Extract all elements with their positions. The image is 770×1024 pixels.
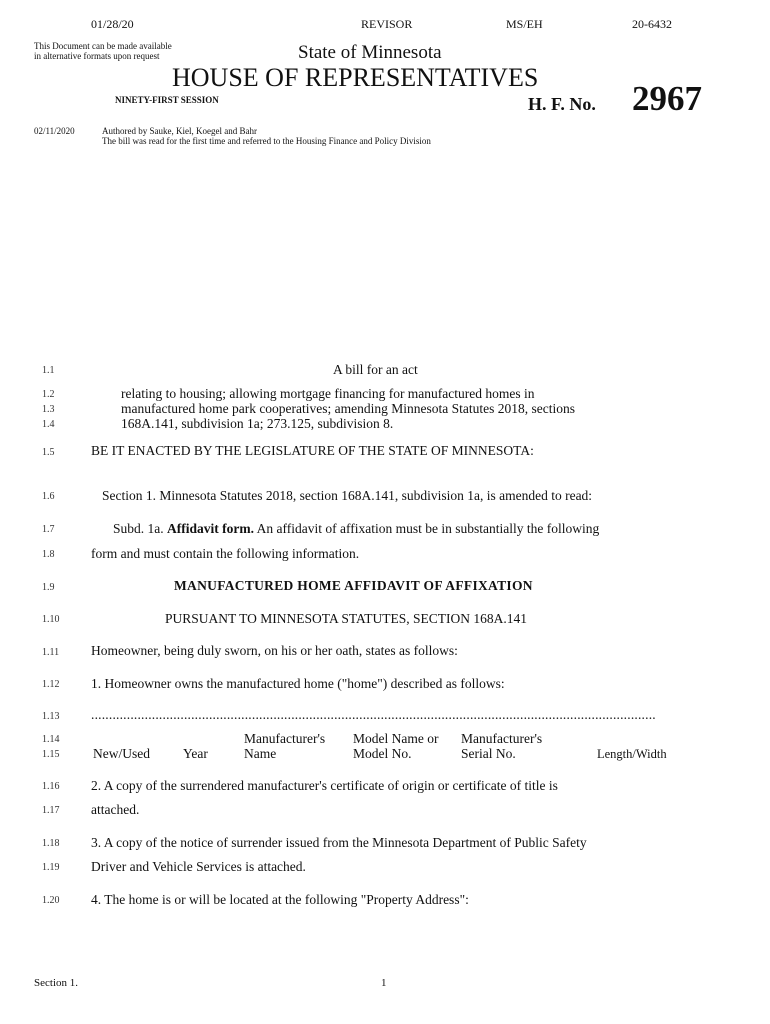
item-2-line-1: 2. A copy of the surrendered manufacturer's certificate of origin or certificate of title is: [91, 778, 558, 793]
header-initials: MS/EH: [506, 17, 543, 31]
subd-heading: Affidavit form.: [167, 521, 254, 536]
authors-line: Authored by Sauke, Kiel, Koegel and Bahr: [102, 126, 257, 136]
relating-line-1: relating to housing; allowing mortgage financing for manufactured homes in: [121, 386, 535, 401]
alt-format-line-1: This Document can be made available: [34, 41, 172, 51]
item-3-line-1: 3. A copy of the notice of surrender issued from the Minnesota Department of Public Safety: [91, 835, 587, 850]
relating-line-2: manufactured home park cooperatives; amending Minnesota Statutes 2018, sections: [121, 401, 576, 416]
line-number: 1.12: [42, 679, 60, 690]
line-number: 1.17: [42, 805, 60, 816]
item-2-line-2: attached.: [91, 802, 140, 817]
col-serial-top: Manufacturer's: [461, 731, 543, 746]
page-number: 1: [381, 977, 387, 989]
line-number: 1.19: [42, 862, 60, 873]
subd-continuation: form and must contain the following information.: [91, 546, 360, 561]
line-number: 1.18: [42, 838, 60, 849]
item-3-line-2: Driver and Vehicle Services is attached.: [91, 859, 306, 874]
session-label: NINETY-FIRST SESSION: [115, 95, 219, 105]
line-number: 1.10: [42, 614, 60, 625]
line-number: 1.8: [42, 549, 55, 560]
col-length-width: Length/Width: [597, 747, 667, 761]
line-number: 1.6: [42, 491, 55, 502]
chamber-title: HOUSE OF REPRESENTATIVES: [172, 63, 539, 92]
relating-line-3: 168A.141, subdivision 1a; 273.125, subdivision 8.: [121, 416, 394, 431]
header-revisor: REVISOR: [361, 17, 413, 31]
col-new-used: New/Used: [93, 746, 150, 761]
subd-text: An affidavit of affixation must be in substantially the following: [256, 521, 600, 536]
line-number: 1.2: [42, 389, 55, 400]
line-number: 1.11: [42, 647, 60, 658]
dotted-line: ..............................................................................................................................................................: [91, 707, 656, 722]
line-number: 1.14: [42, 734, 60, 745]
subdivision-line: [113, 521, 599, 537]
bill-title: A bill for an act: [333, 362, 418, 377]
col-mfr-name-top: Manufacturer's: [244, 731, 326, 746]
line-number: 1.5: [42, 447, 55, 458]
line-number: 1.20: [42, 895, 60, 906]
subd-prefix: Subd. 1a.: [113, 521, 164, 536]
line-number: 1.13: [42, 711, 60, 722]
line-number: 1.16: [42, 781, 60, 792]
footer-section: Section 1.: [34, 977, 78, 989]
line-number: 1.15: [42, 749, 60, 760]
line-number: 1.9: [42, 582, 55, 593]
col-model-top: Model Name or: [353, 731, 439, 746]
affidavit-title: MANUFACTURED HOME AFFIDAVIT OF AFFIXATION: [174, 578, 533, 593]
header-doc-number: 20-6432: [632, 17, 672, 31]
action-date: 02/11/2020: [34, 126, 75, 136]
line-number: 1.4: [42, 419, 55, 430]
line-number: 1.3: [42, 404, 55, 415]
line-number: 1.7: [42, 524, 55, 535]
oath-line: Homeowner, being duly sworn, on his or her oath, states as follows:: [91, 643, 458, 658]
col-mfr-name-bottom: Name: [244, 746, 277, 761]
hf-number: 2967: [632, 79, 702, 118]
pursuant-line: PURSUANT TO MINNESOTA STATUTES, SECTION 168A.141: [165, 611, 527, 626]
col-year: Year: [183, 746, 208, 761]
header-date: 01/28/20: [91, 17, 134, 31]
col-serial-bottom: Serial No.: [461, 746, 516, 761]
section-1-heading: Section 1. Minnesota Statutes 2018, section 168A.141, subdivision 1a, is amended to read:: [102, 488, 593, 503]
referral-line: The bill was read for the first time and referred to the Housing Finance and Policy Division: [102, 136, 431, 146]
state-title: State of Minnesota: [298, 42, 442, 63]
alt-format-line-2: in alternative formats upon request: [34, 51, 160, 61]
line-number: 1.1: [42, 365, 55, 376]
enacting-clause: BE IT ENACTED BY THE LEGISLATURE OF THE STATE OF MINNESOTA:: [91, 443, 534, 458]
item-1: 1. Homeowner owns the manufactured home ("home") described as follows:: [91, 676, 505, 691]
col-model-bottom: Model No.: [353, 746, 412, 761]
item-4: 4. The home is or will be located at the following "Property Address":: [91, 892, 469, 907]
hf-label: H. F. No.: [528, 94, 596, 114]
